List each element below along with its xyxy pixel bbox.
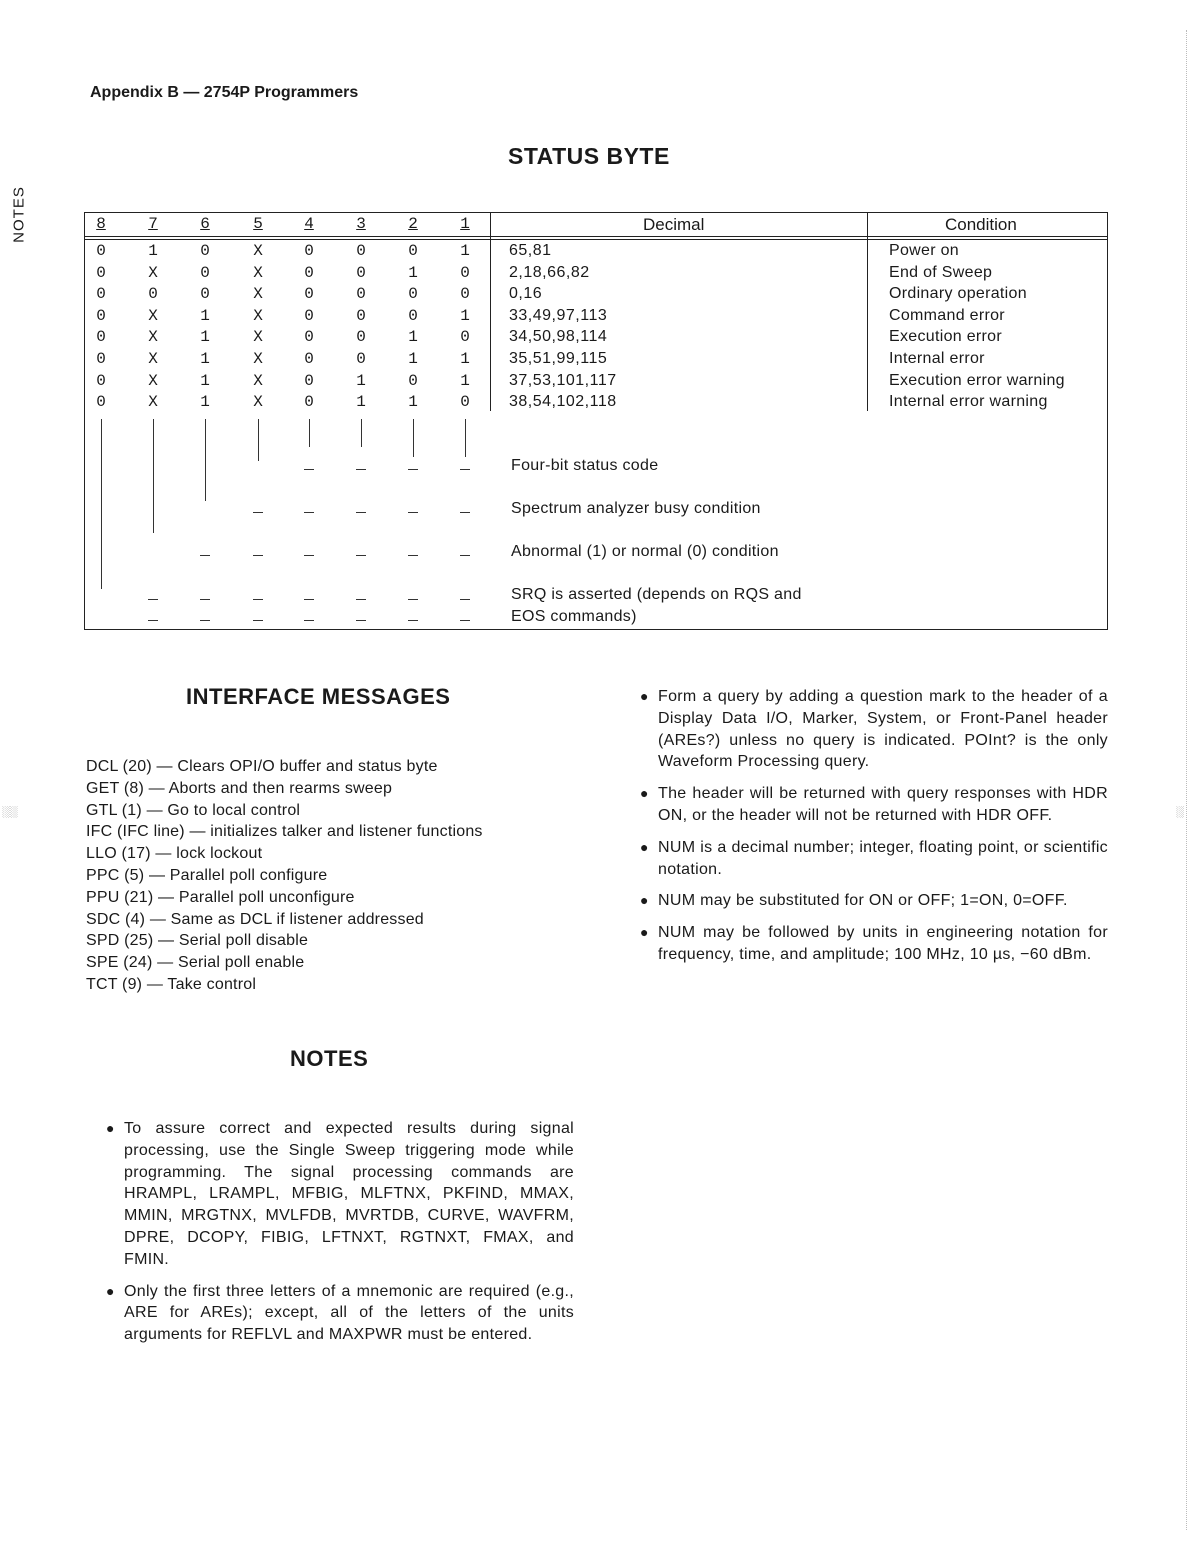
- bit-cell: 0: [408, 306, 418, 325]
- bit-cell: 0: [96, 371, 106, 390]
- bit-cell: 1: [408, 393, 418, 412]
- bullet-item: [104, 1281, 574, 1346]
- bit-cell: 0: [200, 285, 210, 304]
- bit-cell: X: [253, 306, 263, 325]
- bullet-text: The header will be returned with query responses with HDR ON, or the header will not be returned with HDR OFF.: [658, 785, 1108, 824]
- connector-dash: [200, 555, 210, 556]
- bit-header: 3: [356, 215, 366, 233]
- connector-line: [465, 419, 466, 457]
- bit-cell: 0: [356, 263, 366, 282]
- bit-cell: 0: [304, 393, 314, 412]
- decimal-cell: 38,54,102,118: [509, 393, 617, 411]
- notes-title: NOTES: [290, 1046, 369, 1071]
- connector-dash: [148, 620, 158, 621]
- connector-dash: [460, 469, 470, 470]
- bullet-text: To assure correct and expected results during signal processing, use the Single Sweep triggering mode while programming. The signal processing commands are HRAMPL, LRAMPL, MFBIG, MLFTNX, PKFIND, MMAX, MMIN, MRGTNX, MVLFDB, MVRTDB, CURVE, WAVFRM, DPRE, DCOPY, FIBIG, LFTNXT, RGTNXT, FMAX, and FMIN.: [124, 1120, 574, 1268]
- bit-cell: 0: [356, 350, 366, 368]
- decimal-header: Decimal: [643, 215, 705, 234]
- bit-cell: 1: [356, 371, 366, 390]
- bit-cell: 0: [408, 285, 418, 304]
- connector-dash: [200, 599, 210, 600]
- connector-dash: [356, 620, 366, 621]
- bit-cell: 1: [460, 350, 470, 368]
- interface-message: SPE (24) — Serial poll enable: [86, 954, 305, 972]
- interface-message: PPU (21) — Parallel poll unconfigure: [86, 888, 355, 906]
- legend-label: Abnormal (1) or normal (0) condition: [511, 543, 779, 560]
- interface-messages-list: [86, 758, 576, 998]
- bit-cell: X: [253, 393, 263, 412]
- bullet-text: Only the first three letters of a mnemonic are required (e.g., ARE for AREs); except, all of the letters of the units arguments for REFLVL and MAXPWR must be entered.: [124, 1282, 574, 1344]
- bit-header: 1: [460, 215, 470, 233]
- bit-cell: 1: [460, 306, 470, 325]
- bit-cell: X: [148, 263, 158, 282]
- bullet-dot-icon: ●: [640, 924, 649, 941]
- page-title: STATUS BYTE: [508, 143, 670, 169]
- bit-cell: 1: [148, 242, 158, 260]
- connector-dash: [356, 599, 366, 600]
- connector-dash: [356, 469, 366, 470]
- bit-cell: 0: [304, 263, 314, 282]
- connector-dash: [408, 555, 418, 556]
- bit-cell: 0: [460, 393, 470, 412]
- condition-cell: Execution error: [889, 328, 1002, 346]
- bit-cell: X: [253, 242, 263, 260]
- bit-cell: 0: [356, 242, 366, 260]
- status-byte-table: [84, 212, 1108, 630]
- column-divider-condition: [867, 213, 868, 411]
- decimal-cell: 2,18,66,82: [509, 263, 590, 281]
- bit-cell: 1: [408, 350, 418, 368]
- bit-header: 5: [253, 215, 263, 233]
- bit-cell: 0: [148, 285, 158, 304]
- bullet-text: NUM may be followed by units in engineering notation for frequency, time, and amplitude; 100 MHz, 10 µs, −60 dBm.: [658, 924, 1108, 963]
- condition-cell: End of Sweep: [889, 263, 993, 281]
- connector-dash: [356, 512, 366, 513]
- legend-label: SRQ is asserted (depends on RQS and: [511, 586, 802, 603]
- bit-cell: 1: [200, 350, 210, 368]
- decimal-cell: 35,51,99,115: [509, 350, 608, 367]
- bit-cell: X: [148, 371, 158, 390]
- connector-dash: [304, 555, 314, 556]
- connector-dash: [408, 469, 418, 470]
- connector-dash: [253, 620, 263, 621]
- bit-cell: X: [253, 350, 263, 368]
- bullet-dot-icon: ●: [106, 1120, 115, 1136]
- bit-cell: 0: [304, 328, 314, 347]
- interface-message: LLO (17) — lock lockout: [86, 845, 263, 863]
- bit-header: 6: [200, 215, 210, 233]
- connector-line: [258, 419, 259, 461]
- bit-header: 4: [304, 215, 314, 233]
- connector-dash: [460, 599, 470, 600]
- bullet-dot-icon: ●: [640, 785, 649, 802]
- connector-line: [413, 419, 414, 457]
- bit-cell: 0: [200, 263, 210, 282]
- bullet-dot-icon: ●: [640, 892, 649, 909]
- bit-cell: 0: [460, 263, 470, 282]
- page-edge: [1186, 30, 1187, 1530]
- bit-cell: 0: [200, 242, 210, 260]
- bit-cell: 1: [200, 328, 210, 347]
- bit-cell: X: [253, 328, 263, 347]
- interface-message: PPC (5) — Parallel poll configure: [86, 866, 328, 884]
- bullet-item: [638, 783, 1108, 827]
- condition-cell: Internal error: [889, 350, 985, 367]
- bit-cell: X: [253, 263, 263, 282]
- bit-cell: 1: [460, 371, 470, 390]
- scan-artifact: ░: [1176, 806, 1184, 818]
- side-tab-label: NOTES: [10, 186, 28, 243]
- bullet-text: Form a query by adding a question mark to the header of a Display Data I/O, Marker, System, or Front-Panel header (AREs?) unless no query is indicated. POInt? is the only Waveform Processing query.: [658, 688, 1108, 771]
- bit-cell: 0: [96, 285, 106, 304]
- bit-cell: 1: [408, 263, 418, 282]
- bullet-dot-icon: ●: [640, 688, 649, 704]
- connector-dash: [253, 555, 263, 556]
- condition-cell: Execution error warning: [889, 371, 1065, 389]
- legend-label: Four-bit status code: [511, 457, 659, 474]
- connector-line: [361, 419, 362, 447]
- connector-dash: [253, 599, 263, 600]
- decimal-cell: 37,53,101,117: [509, 371, 617, 389]
- bit-cell: 0: [460, 285, 470, 304]
- connector-dash: [408, 620, 418, 621]
- decimal-cell: 33,49,97,113: [509, 306, 608, 324]
- bit-cell: 0: [96, 328, 106, 347]
- side-tab: [4, 186, 34, 248]
- interface-message: GET (8) — Aborts and then rearms sweep: [86, 779, 393, 797]
- bit-cell: 0: [356, 285, 366, 304]
- bit-cell: 1: [200, 393, 210, 412]
- connector-dash: [460, 620, 470, 621]
- interface-message: GTL (1) — Go to local control: [86, 801, 301, 819]
- connector-line: [101, 419, 102, 589]
- bit-cell: 1: [200, 371, 210, 390]
- bullet-item: [638, 837, 1108, 881]
- bullet-text: NUM may be substituted for ON or OFF; 1=ON, 0=OFF.: [658, 892, 1068, 910]
- bit-header: 7: [148, 215, 158, 233]
- scan-artifact: ░░: [2, 806, 18, 818]
- interface-message: SDC (4) — Same as DCL if listener addressed: [86, 910, 424, 928]
- bit-cell: 0: [304, 371, 314, 390]
- bit-cell: 0: [96, 306, 106, 325]
- decimal-cell: 0,16: [509, 285, 543, 303]
- bit-cell: 0: [460, 328, 470, 347]
- condition-cell: Power on: [889, 242, 959, 259]
- bit-cell: X: [253, 285, 263, 304]
- bit-cell: 1: [460, 242, 470, 260]
- bit-cell: X: [148, 350, 158, 368]
- bit-cell: 0: [304, 350, 314, 368]
- bit-cell: 0: [96, 350, 106, 368]
- bullet-dot-icon: ●: [640, 838, 649, 855]
- legend-label: Spectrum analyzer busy condition: [511, 500, 761, 517]
- connector-dash: [304, 620, 314, 621]
- connector-dash: [304, 512, 314, 513]
- header-rule-double: [85, 239, 1107, 240]
- connector-line: [309, 419, 310, 447]
- page-header: Appendix B — 2754P Programmers: [90, 84, 359, 101]
- connector-dash: [460, 512, 470, 513]
- condition-cell: Ordinary operation: [889, 285, 1027, 303]
- bullet-item: [638, 890, 1108, 912]
- bit-cell: X: [253, 371, 263, 390]
- legend-label: EOS commands): [511, 608, 637, 625]
- interface-message: TCT (9) — Take control: [86, 975, 257, 993]
- connector-dash: [460, 555, 470, 556]
- interface-message: SPD (25) — Serial poll disable: [86, 932, 309, 950]
- header-rule: [85, 236, 1107, 237]
- connector-dash: [408, 512, 418, 513]
- bit-cell: X: [148, 328, 158, 347]
- bit-cell: 1: [200, 306, 210, 325]
- bit-cell: 0: [408, 371, 418, 390]
- column-divider-decimal: [490, 213, 491, 411]
- interface-message: IFC (IFC line) — initializes talker and listener functions: [86, 823, 483, 841]
- bit-cell: 0: [304, 306, 314, 325]
- bit-cell: X: [148, 393, 158, 412]
- connector-line: [153, 419, 154, 533]
- bit-cell: 0: [304, 285, 314, 304]
- bullet-dot-icon: ●: [106, 1282, 115, 1299]
- connector-dash: [253, 512, 263, 513]
- bit-cell: 0: [356, 306, 366, 325]
- bullet-text: NUM is a decimal number; integer, floating point, or scientific notation.: [658, 838, 1108, 878]
- decimal-cell: 34,50,98,114: [509, 328, 608, 346]
- bit-cell: X: [148, 306, 158, 325]
- interface-messages-title: INTERFACE MESSAGES: [186, 684, 451, 709]
- bit-cell: 1: [408, 328, 418, 347]
- bit-cell: 0: [96, 393, 106, 412]
- bit-cell: 0: [96, 242, 106, 260]
- connector-dash: [304, 469, 314, 470]
- condition-cell: Internal error warning: [889, 393, 1048, 411]
- bullet-item: [638, 686, 1108, 773]
- interface-message: DCL (20) — Clears OPI/O buffer and status byte: [86, 758, 438, 775]
- bit-cell: 0: [408, 242, 418, 260]
- connector-line: [205, 419, 206, 501]
- connector-dash: [200, 620, 210, 621]
- bullet-item: [638, 922, 1108, 966]
- bullet-item: [104, 1118, 574, 1271]
- connector-dash: [304, 599, 314, 600]
- bit-header: 2: [408, 215, 418, 233]
- bit-cell: 1: [356, 393, 366, 412]
- connector-dash: [408, 599, 418, 600]
- decimal-cell: 65,81: [509, 242, 552, 259]
- query-notes-bullets: [638, 686, 1108, 976]
- connector-dash: [148, 599, 158, 600]
- condition-header: Condition: [945, 215, 1017, 234]
- bit-cell: 0: [356, 328, 366, 347]
- condition-cell: Command error: [889, 306, 1005, 324]
- notes-bullets: [104, 1118, 574, 1356]
- bit-cell: 0: [96, 263, 106, 282]
- connector-dash: [356, 555, 366, 556]
- bit-cell: 0: [304, 242, 314, 260]
- bit-header: 8: [96, 215, 106, 233]
